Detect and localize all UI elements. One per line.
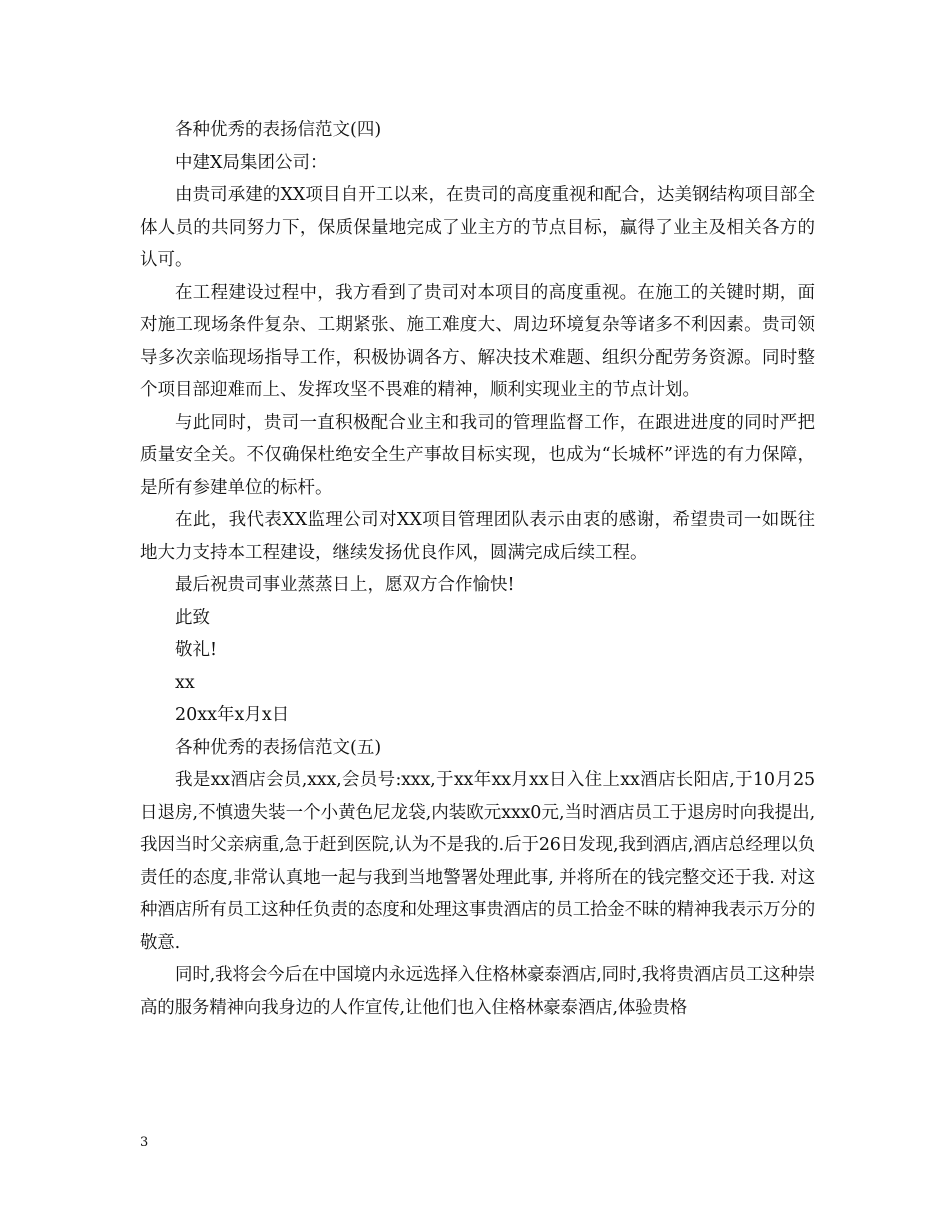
letter-4-paragraph: 在此，我代表XX监理公司对XX项目管理团队表示由衷的感谢，希望贵司一如既往地大力支持本工程建设，继续发扬优良作风，圆满完成后续工程。	[140, 510, 815, 563]
document-body	[140, 114, 815, 1024]
letter-5-paragraph: 同时,我将会今后在中国境内永远选择入住格林豪泰酒店,同时,我将贵酒店员工这种崇高的服务精神向我身边的人作宣传,让他们也入住格林豪泰酒店,体验贵格	[140, 965, 815, 1018]
letter-4-closing-1: 此致	[175, 607, 210, 628]
letter-4-paragraph: 在工程建设过程中，我方看到了贵司对本项目的高度重视。在施工的关键时期，面对施工现场条件复杂、工期紧张、施工难度大、周边环境复杂等诸多不利因素。贵司领导多次亲临现场指导工作，积极协调各方、解决技术难题、组织分配劳务资源。同时整个项目部迎难而上、发挥攻坚不畏难的精神，顺利实现业主的节点计划。	[140, 282, 815, 400]
letter-4-salutation: 中建X局集团公司：	[175, 152, 328, 173]
letter-4-signature: xx	[175, 672, 195, 693]
letter-4-closing-2: 敬礼!	[175, 640, 218, 660]
letter-4-date: 20xx年x月x日	[175, 705, 290, 725]
letter-4-title: 各种优秀的表扬信范文(四)	[175, 120, 382, 140]
letter-5-title: 各种优秀的表扬信范文(五)	[175, 737, 382, 758]
letter-4-paragraph: 由贵司承建的XX项目自开工以来，在贵司的高度重视和配合，达美钢结构项目部全体人员的共同努力下，保质保量地完成了业主方的节点目标，赢得了业主及相关各方的认可。	[140, 185, 815, 270]
letter-4-wish: 最后祝贵司事业蒸蒸日上，愿双方合作愉快!	[175, 575, 515, 595]
page-number: 3	[140, 1135, 149, 1150]
letter-4-paragraph: 与此同时，贵司一直积极配合业主和我司的管理监督工作，在跟进进度的同时严把质量安全关。不仅确保杜绝安全生产事故目标实现，也成为“长城杯”评选的有力保障，是所有参建单位的标杆。	[140, 412, 815, 498]
letter-5-paragraph: 我是xx酒店会员,xxx,会员号:xxx,于xx年xx月xx日入住上xx酒店长阳店,于10月25日退房,不慎遗失装一个小黄色尼龙袋,内装欧元xxx0元,当时酒店员工于退房时向我提出,我因当时父亲病重,急于赶到医院,认为不是我的.后于26日发现,我到酒店,酒店总经理以负责任的态度,非常认真地一起与我到当地警署处理此事, 并将所在的钱完整交还于我. 对这种酒店所有员工这种任负责的态度和处理这事贵酒店的员工拾金不昧的精神我表示万分的敬意.	[140, 770, 815, 953]
